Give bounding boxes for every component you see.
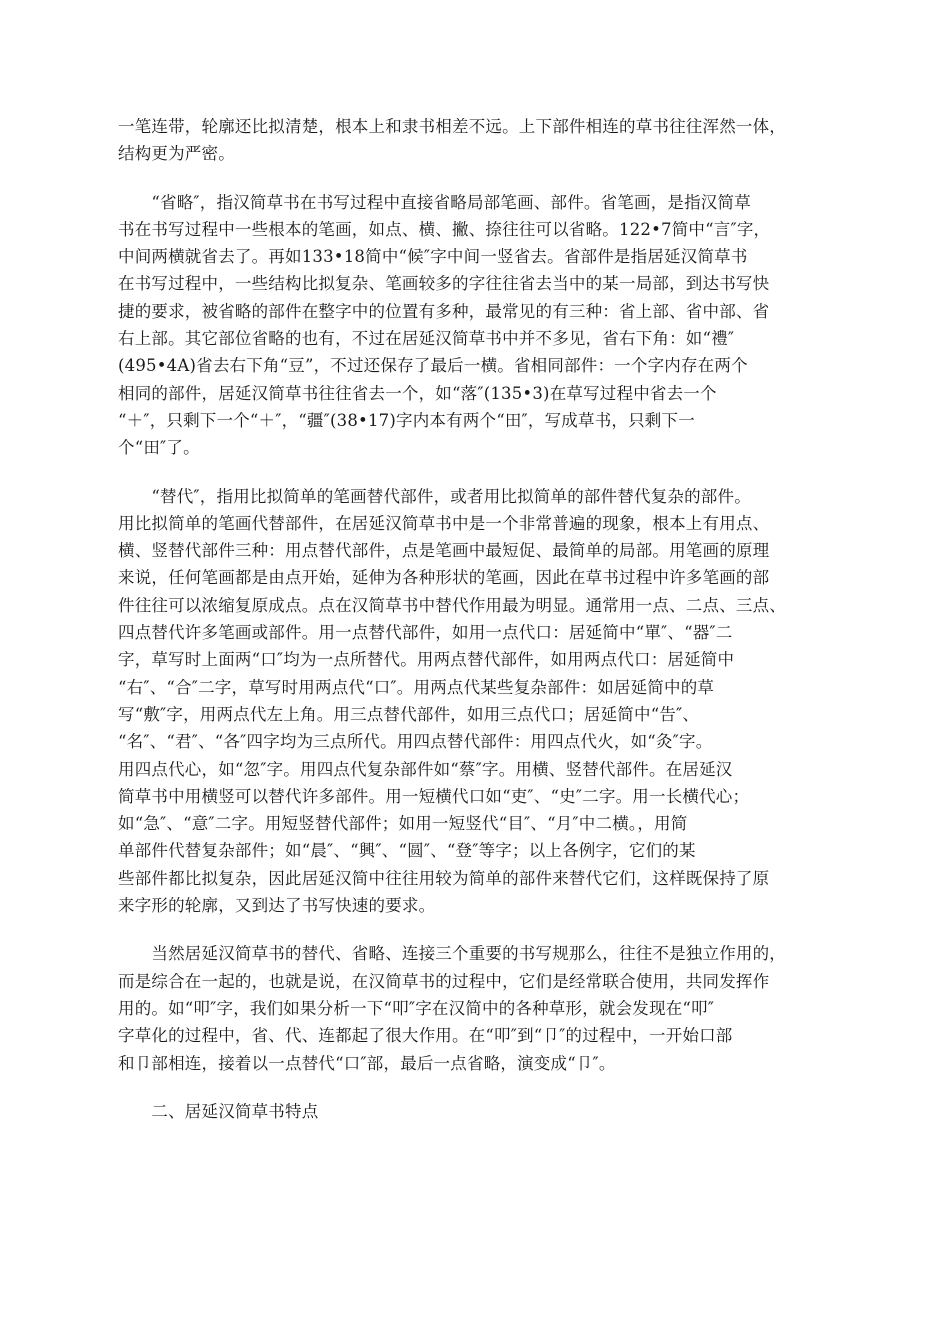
paragraph-line: “替代″，指用比拟简单的笔画替代部件，或者用比拟简单的部件替代复杂的部件。 [118, 486, 751, 506]
paragraph-line: 件往往可以浓缩复原成点。点在汉简草书中替代作用最为明显。通常用一点、二点、三点、 [118, 595, 786, 615]
paragraph-line: 一笔连带，轮廓还比拟清楚，根本上和隶书相差不远。上下部件相连的草书往往浑然一体， [118, 117, 786, 136]
section-heading [118, 1098, 808, 1125]
paragraph-line: 四点替代许多笔画或部件。用一点替代部件，如用一点代口：居延简中“單″、“器″二 [118, 623, 733, 643]
paragraph-line: 些部件都比拟复杂，因此居延汉简中往往用较为简单的部件来替代它们，这样既保持了原 [118, 868, 770, 888]
paragraph-line: 如“急″、“意″二字。用短竖替代部件；如用一短竖代“目″、“月″中二横。，用简 [118, 814, 688, 834]
paragraph-line: 用的。如“叩″字，我们如果分析一下“叩″字在汉简中的各种草形，就会发现在“叩″ [118, 998, 715, 1018]
paragraph-4 [118, 940, 808, 1076]
paragraph-line: 单部件代替复杂部件；如“晨″、“興″、“圆″、“登″等字；以上各例字，它们的某 [118, 841, 696, 861]
paragraph-line: 结构更为严密。 [118, 144, 235, 164]
paragraph-line: 用比拟简单的笔画代替部件，在居延汉简草书中是一个非常普遍的现象，根本上有用点、 [118, 513, 770, 533]
paragraph-line: 横、竖替代部件三种：用点替代部件，点是笔画中最短促、最简单的局部。用笔画的原理 [118, 541, 770, 561]
paragraph-line: 简草书中用横竖可以替代许多部件。用一短横代口如“吏″、“史″二字。用一长横代心； [118, 786, 750, 806]
paragraph-line: 相同的部件，居延汉简草书往往省去一个，如“落″(135•3)在草写过程中省去一个 [118, 383, 717, 403]
paragraph-line: 当然居延汉简草书的替代、省略、连接三个重要的书写规那么，往往不是独立作用的， [118, 944, 786, 964]
paragraph-line: 而是综合在一起的，也就是说，在汉简草书的过程中，它们是经常联合使用，共同发挥作 [118, 971, 770, 991]
paragraph-line: 个“田″了。 [118, 438, 200, 458]
paragraph-line: 右上部。其它部位省略的也有，不过在居延汉简草书中并不多见，省右下角：如“禮″ [118, 329, 735, 349]
paragraph-line: “名″、“君″、“各″四字均为三点所代。用四点替代部件：用四点代火，如“灸″字。 [118, 732, 713, 752]
paragraph-2 [118, 189, 808, 462]
paragraph-1 [118, 113, 808, 168]
paragraph-line: 字草化的过程中，省、代、连都起了很大作用。在“叩″到“卩″的过程中，一开始口部 [118, 1026, 733, 1046]
paragraph-line: 字，草写时上面两“口″均为一点所替代。用两点替代部件，如用两点代口：居延简中 [118, 650, 735, 670]
paragraph-line: 中间两横就省去了。再如133•18简中“候″字中间一竖省去。省部件是指居延汉简草书 [118, 247, 748, 267]
paragraph-line: 在书写过程中，一些结构比拟复杂、笔画较多的字往往省去当中的某一局部，到达书写快 [118, 274, 770, 294]
paragraph-line: 来说，任何笔画都是由点开始，延伸为各种形状的笔画，因此在草书过程中许多笔画的部 [118, 568, 770, 588]
paragraph-line: 捷的要求，被省略的部件在整字中的位置有多种，最常见的有三种：省上部、省中部、省 [118, 301, 770, 321]
section-heading-text: 二、居延汉简草书特点 [118, 1101, 319, 1121]
paragraph-line: “右″、“合″二字，草写时用两点代“口″。用两点代某些复杂部件：如居延简中的草 [118, 677, 715, 697]
paragraph-line: 来字形的轮廓，又到达了书写快速的要求。 [118, 896, 436, 916]
paragraph-3 [118, 483, 808, 920]
paragraph-line: 用四点代心，如“忽″字。用四点代复杂部件如“蔡″字。用横、竖替代部件。在居延汉 [118, 759, 733, 779]
paragraph-line: 和卩部相连，接着以一点替代“口″部，最后一点省略，演变成“卩″。 [118, 1053, 616, 1073]
paragraph-line: (495•4A)省去右下角“豆”，不过还保存了最后一横。省相同部件：一个字内存在两个 [118, 356, 748, 376]
paragraph-line: “＋″，只剩下一个“＋″，“疆″(38•17)字内本有两个“田″，写成草书，只剩下一 [118, 410, 695, 430]
paragraph-line: “省略″，指汉简草书在书写过程中直接省略局部笔画、部件。省笔画，是指汉简草 [118, 192, 751, 212]
paragraph-line: 书在书写过程中一些根本的笔画，如点、横、撇、捺往往可以省略。122•7简中“言″字， [118, 219, 771, 239]
document-page [118, 113, 808, 1125]
paragraph-line: 写“敷″字，用两点代左上角。用三点替代部件，如用三点代口；居延简中“告″、 [118, 704, 700, 724]
